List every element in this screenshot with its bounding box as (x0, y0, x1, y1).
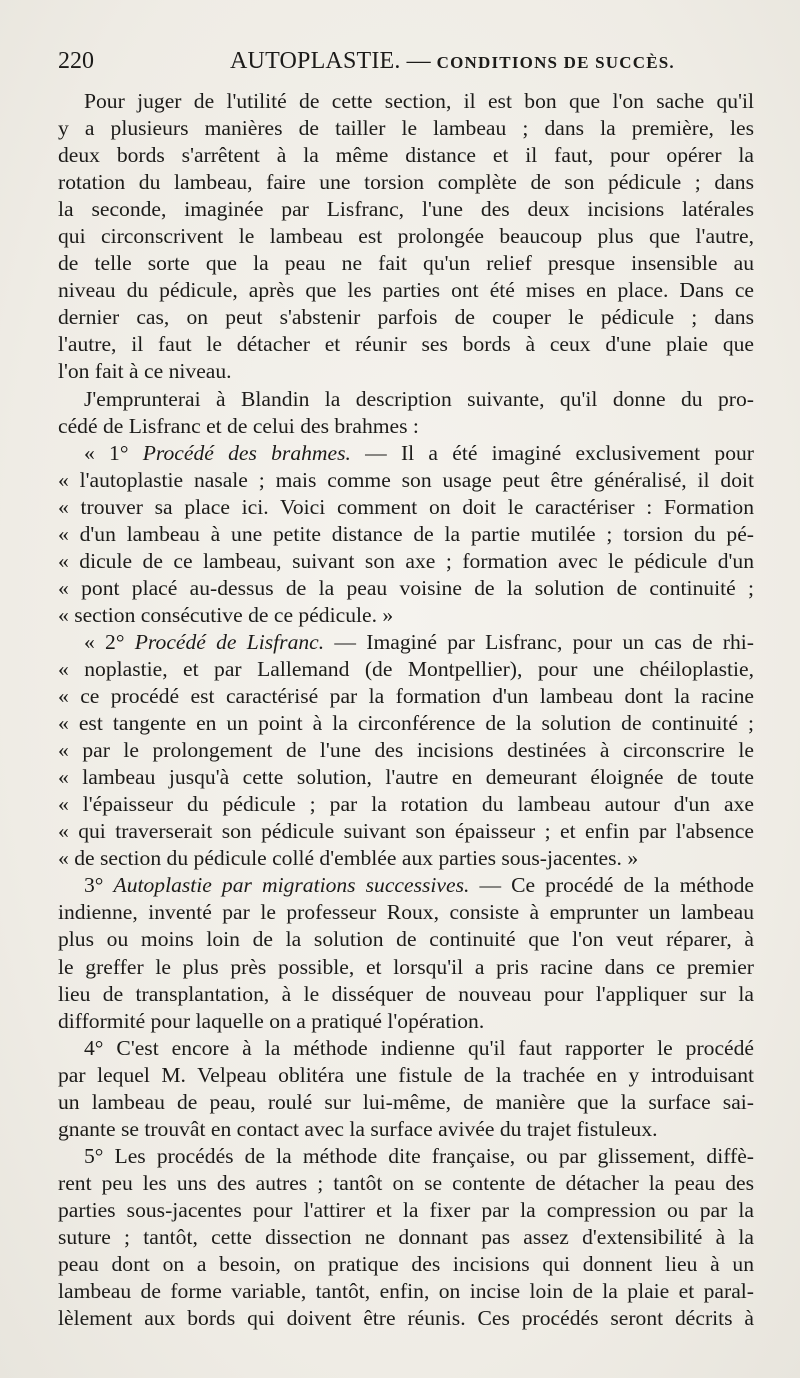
text-line (58, 1143, 754, 1170)
line-text: « noplastie, et par Lallemand (de Montpellier), pour une chéiloplastie, (58, 656, 754, 681)
text-line (58, 845, 754, 872)
text-line (58, 1197, 754, 1224)
text-line (58, 169, 754, 196)
text-line (58, 1305, 754, 1332)
line-text: la seconde, imaginée par Lisfranc, l'une des deux incisions latérales (58, 197, 754, 222)
text-line (58, 223, 754, 250)
text-line (58, 926, 754, 953)
text-line (58, 683, 754, 710)
text-line (58, 737, 754, 764)
text-line (58, 440, 754, 467)
text-line (58, 358, 754, 385)
text-line (58, 331, 754, 358)
line-text: plus ou moins loin de la solution de continuité que l'on veut réparer, à (58, 927, 754, 952)
line-text: le greffer le plus près possible, et lorsqu'il a pris racine dans ce premier (58, 954, 754, 979)
text-line (58, 494, 754, 521)
text-line (58, 1035, 754, 1062)
text-line (58, 710, 754, 737)
line-text: lambeau de forme variable, tantôt, enfin, on incise loin de la plaie et paral- (58, 1279, 754, 1304)
text-line (58, 899, 754, 926)
line-text: 5° Les procédés de la méthode dite française, ou par glissement, diffè- (84, 1143, 754, 1168)
text-line (58, 1008, 754, 1035)
line-text: indienne, inventé par le professeur Roux, consiste à emprunter un lambeau (58, 900, 754, 925)
line-text: « l'épaisseur du pédicule ; par la rotation du lambeau autour d'un axe (58, 792, 754, 817)
line-text: « par le prolongement de l'une des incisions destinées à circonscrire le (58, 738, 754, 763)
line-text: « qui traverserait son pédicule suivant son épaisseur ; et enfin par l'absence (58, 819, 754, 844)
line-text: « lambeau jusqu'à cette solution, l'autre en demeurant éloignée de toute (58, 765, 754, 790)
text-line (58, 1062, 754, 1089)
line-text: « trouver sa place ici. Voici comment on doit le caractériser : Formation (58, 494, 754, 519)
line-text: — Ce procédé de la méthode (469, 873, 754, 898)
line-text: de telle sorte que la peau ne fait qu'un relief presque insensible au (58, 251, 754, 276)
line-text: niveau du pédicule, après que les parties ont été mises en place. Dans ce (58, 278, 754, 303)
text-line (58, 115, 754, 142)
text-line (58, 629, 754, 656)
text-line (58, 88, 754, 115)
running-title: AUTOPLASTIE. (230, 48, 401, 74)
body-text (58, 88, 754, 1332)
text-line (58, 1089, 754, 1116)
line-text: cédé de Lisfranc et de celui des brahmes : (58, 413, 419, 438)
line-text: « ce procédé est caractérisé par la formation d'un lambeau dont la racine (58, 684, 754, 709)
line-text: « est tangente en un point à la circonférence de la solution de continuité ; (58, 711, 754, 736)
line-text: par lequel M. Velpeau oblitéra une fistule de la trachée en y introduisant (58, 1062, 754, 1087)
line-prefix: « 2° (84, 629, 135, 654)
page-number: 220 (58, 48, 94, 74)
text-line (58, 954, 754, 981)
line-text: « pont placé au-dessus de la peau voisine de la solution de continuité ; (58, 575, 754, 600)
line-prefix: 3° (84, 873, 114, 898)
text-line (58, 1116, 754, 1143)
text-line (58, 602, 754, 629)
line-text: — Imaginé par Lisfranc, pour un cas de rhi- (324, 629, 754, 654)
line-text: « dicule de ce lambeau, suivant son axe ; formation avec le pédicule d'un (58, 548, 754, 573)
line-text: J'emprunterai à Blandin la description suivante, qu'il donne du pro- (84, 386, 754, 411)
line-text: suture ; tantôt, cette dissection ne donnant pas assez d'extensibilité à la (58, 1224, 754, 1249)
line-text: rotation du lambeau, faire une torsion complète de son pédicule ; dans (58, 170, 754, 195)
text-line (58, 521, 754, 548)
line-text: « d'un lambeau à une petite distance de la partie mutilée ; torsion du pé- (58, 521, 754, 546)
text-line (58, 548, 754, 575)
text-line (58, 818, 754, 845)
running-head-separator: — (400, 48, 437, 74)
line-text: — Il a été imaginé exclusivement pour (350, 440, 754, 465)
line-text: « section consécutive de ce pédicule. » (58, 602, 394, 627)
line-text: l'on fait à ce niveau. (58, 359, 232, 384)
line-text: deux bords s'arrêtent à la même distance et il faut, pour opérer la (58, 143, 754, 168)
line-text: « l'autoplastie nasale ; mais comme son usage peut être généralisé, il doit (58, 467, 754, 492)
line-text: dernier cas, on peut s'abstenir parfois de couper le pédicule ; dans (58, 305, 754, 330)
text-line (58, 575, 754, 602)
italic-heading: Procédé des brahmes. (142, 440, 351, 465)
line-text: « de section du pédicule collé d'emblée aux parties sous-jacentes. » (58, 846, 639, 871)
line-text: lèlement aux bords qui doivent être réunis. Ces procédés seront décrits à (58, 1306, 754, 1331)
text-line (58, 791, 754, 818)
text-line (58, 1278, 754, 1305)
text-line (58, 656, 754, 683)
text-line (58, 250, 754, 277)
text-line (58, 764, 754, 791)
italic-heading: Procédé de Lisfranc. (134, 629, 325, 654)
line-text: gnante se trouvât en contact avec la surface avivée du trajet fistuleux. (58, 1116, 658, 1141)
text-line (58, 467, 754, 494)
line-text: parties sous-jacentes pour l'attirer et la fixer par la compression ou par la (58, 1197, 754, 1222)
line-text: un lambeau de peau, roulé sur lui-même, de manière que la surface sai- (58, 1089, 754, 1114)
text-line (58, 1170, 754, 1197)
line-text: lieu de transplantation, à le disséquer de nouveau pour l'appliquer sur la (58, 981, 754, 1006)
text-line (58, 142, 754, 169)
line-prefix: « 1° (84, 440, 143, 465)
text-line (58, 872, 754, 899)
text-line (58, 277, 754, 304)
running-head (58, 46, 758, 76)
line-text: 4° C'est encore à la méthode indienne qu'il faut rapporter le procédé (84, 1035, 754, 1060)
line-text: l'autre, il faut le détacher et réunir ses bords à ceux d'une plaie que (58, 332, 754, 357)
italic-heading: Autoplastie par migrations successives. (113, 873, 470, 898)
line-text: difformité pour laquelle on a pratiqué l'opération. (58, 1008, 485, 1033)
line-text: y a plusieurs manières de tailler le lambeau ; dans la première, les (58, 116, 754, 141)
text-line (58, 413, 754, 440)
text-line (58, 1224, 754, 1251)
line-text: Pour juger de l'utilité de cette section, il est bon que l'on sache qu'il (84, 89, 754, 113)
text-line (58, 304, 754, 331)
text-line (58, 981, 754, 1008)
text-line (58, 196, 754, 223)
text-line (58, 1251, 754, 1278)
running-subtitle: CONDITIONS DE SUCCÈS. (436, 53, 675, 72)
line-text: rent peu les uns des autres ; tantôt on se contente de détacher la peau des (58, 1170, 754, 1195)
line-text: peau dont on a besoin, on pratique des incisions qui donnent lieu à un (58, 1252, 754, 1277)
text-line (58, 386, 754, 413)
line-text: qui circonscrivent le lambeau est prolongée beaucoup plus que l'autre, (58, 224, 754, 249)
